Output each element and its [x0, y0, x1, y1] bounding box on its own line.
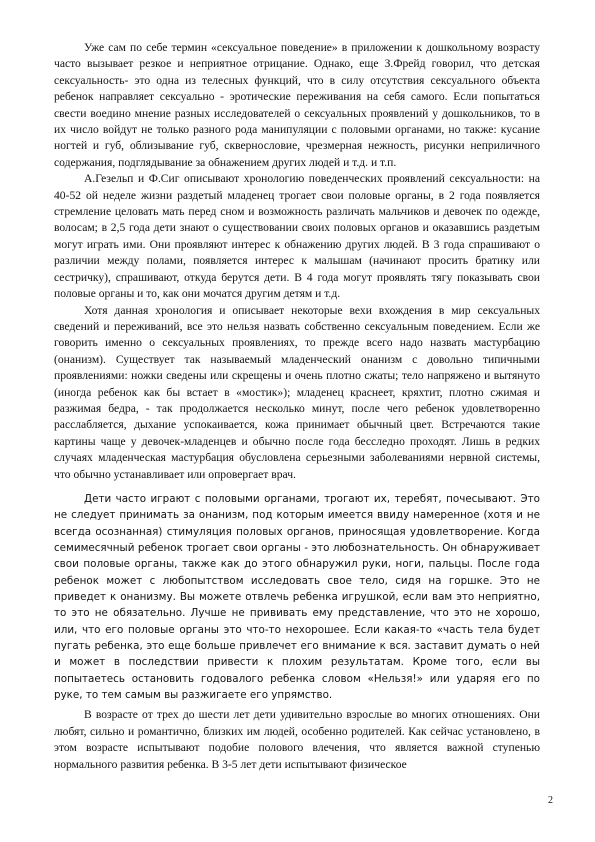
- paragraph: А.Гезельп и Ф.Сиг описывают хронологию поведенческих проявлений сексуальности: на 40-52 ой неделе жизни раздетый младенец трогает свои половые органы, в 2 года появляется стремление целовать мать перед сном и возможность различать мальчиков и девочек по одежде, волосам; в 2,5 года дети знают о существовании своих половых органов и оказавшись раздетым могут играть ими. Они проявляют интерес к обнажению других людей. В 3 года спрашивают о различии между полами, появляется интерес к малышам (начинают просить братику или сестричку), спрашивают, откуда берутся дети. В 4 года могут проявлять тягу показывать свои половые органы и то, как они мочатся другим детям и т.д.: [54, 172, 540, 301]
- page-number: 2: [548, 795, 553, 806]
- paragraph: В возрасте от трех до шести лет дети удивительно взрослые во многих отношениях. Они любят, сильно и романтично, близких им людей, особенно родителей. Как сейчас установлено, в этом возрасте испытывают подобие полового влечения, что является важной ступенью нормального развития ребенка. В 3-5 лет дети испытывают физическое: [54, 708, 540, 771]
- document-body: [54, 40, 540, 773]
- paragraph: Хотя данная хронология и описывает некоторые вехи вхождения в мир сексуальных сведений и переживаний, все это нельзя назвать собственно сексуальным поведением. Если же говорить именно о сексуальных проявлениях, то прежде всего надо назвать мастурбацию (онанизм). Существует так называемый младенческий онанизм с довольно типичными проявлениями: ножки сведены или скрещены и очень плотно сжаты; тело напряжено и вытянуто (иногда ребенок как бы встает в «мостик»); младенец краснеет, кряхтит, плотно сжимая и разжимая бедра, - так продолжается несколько минут, после чего ребенок удовлетворенно расслабляется, дыхание успокаивается, кожа принимает обычный цвет. Встречаются такие картины чаще у девочек-младенцев и обычно после года бесследно проходят. Лишь в редких случаях младенческая мастурбация обусловлена серьезными заболеваниями нервной системы, что обычно устанавливает или опровергает врач.: [54, 303, 540, 481]
- paragraph: Дети часто играют с половыми органами, трогают их, теребят, почесывают. Это не следует принимать за онанизм, под которым имеется ввиду намеренное (хотя и не всегда осознанная) стимуляция половых органов, приносящая удовлетворение. Когда семимесячный ребенок трогает свои органы - это любознательность. Он обнаруживает свои половые органы, также как до этого обнаружил руки, ноги, пальцы. После года ребенок может с любопытством исследовать свое тело, сидя на горшке. Это не приведет к онанизму. Вы можете отвлечь ребенка игрушкой, если вам это неприятно, то это не обязательно. Лучше не прививать ему представление, что это не хорошо, или, что его половые органы это что-то нехорошее. Если какая-то «часть тела будет пугать ребенка, это еще больше привлечет его внимание к вся. заставит думать о ней и может в последствии привести к плохим результатам. Кроме того, если вы попытаетесь остановить годовалого ребенка словом «Нельзя!» или ударяя его по руке, то тем самым вы разжигаете его упрямство.: [54, 492, 540, 702]
- paragraph: Уже сам по себе термин «сексуальное поведение» в приложении к дошкольному возрасту часто вызывает резкое и неприятное отрицание. Однако, еще З.Фрейд говорил, что детская сексуальность- это одна из телесных функций, что в силу отсутствия сексуального объекта ребенок направляет сексуально - эротические переживания на себя самого. Если попытаться свести воедино мнение разных исследователей о сексуальных проявлений у дошкольников, то в их число войдут не только разного рода манипуляции с половыми органами, но также: кусание ногтей и губ, облизывание губ, сквернословие, чрезмерная нежность, рисунки неприличного содержания, подглядывание за обнажением других людей и т.д. и т.п.: [54, 41, 540, 169]
